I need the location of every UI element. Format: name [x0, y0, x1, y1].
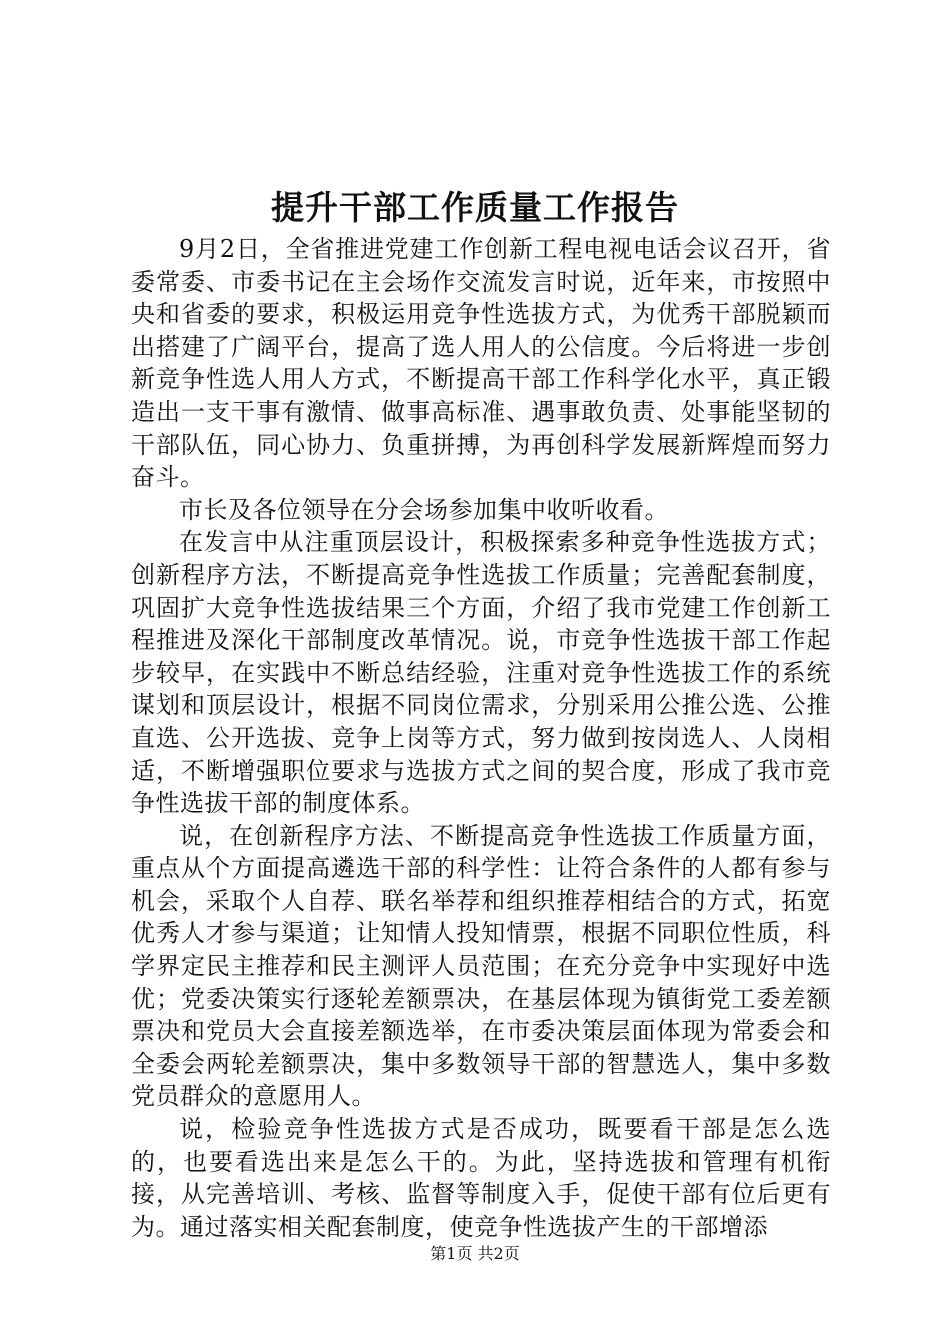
page-footer: 第1页 共2页: [430, 1244, 520, 1263]
paragraph: 市长及各位领导在分会场参加集中收听收看。: [179, 495, 669, 524]
document-body: [131, 233, 831, 1243]
paragraph: 说，在创新程序方法、不断提高竞争性选拔工作质量方面，重点从个方面提高遴选干部的科学性：让符合条件的人都有参与机会，采取个人自荐、联名举荐和组织推荐相结合的方式，拓宽优秀人才参与渠道；让知情人投知情票，根据不同职位性质，科学界定民主推荐和民主测评人员范围；在充分竞争中实现好中选优；党委决策实行逐轮差额票决，在基层体现为镇街党工委差额票决和党员大会直接差额选举，在市委决策层面体现为常委会和全委会两轮差额票决，集中多数领导干部的智慧选人，集中多数党员群众的意愿用人。: [131, 821, 831, 1111]
document-title: 提升干部工作质量工作报告: [271, 188, 679, 227]
paragraph: 在发言中从注重顶层设计，积极探索多种竞争性选拔方式；创新程序方法，不断提高竞争性选拔工作质量；完善配套制度，巩固扩大竞争性选拔结果三个方面，介绍了我市党建工作创新工程推进及深化干部制度改革情况。说，市竞争性选拔干部工作起步较早，在实践中不断总结经验，注重对竞争性选拔工作的系统谋划和顶层设计，根据不同岗位需求，分别采用公推公选、公推直选、公开选拔、竞争上岗等方式，努力做到按岗选人、人岗相适，不断增强职位要求与选拔方式之间的契合度，形成了我市竞争性选拔干部的制度体系。: [131, 528, 831, 818]
paragraph: 说，检验竞争性选拔方式是否成功，既要看干部是怎么选的，也要看选出来是怎么干的。为此，坚持选拔和管理有机衔接，从完善培训、考核、监督等制度入手，促使干部有位后更有为。通过落实相关配套制度，使竞争性选拔产生的干部增添: [131, 1115, 831, 1241]
paragraph: 9月2日，全省推进党建工作创新工程电视电话会议召开，省委常委、市委书记在主会场作交流发言时说，近年来，市按照中央和省委的要求，积极运用竞争性选拔方式，为优秀干部脱颖而出搭建了广阔平台，提高了选人用人的公信度。今后将进一步创新竞争性选人用人方式，不断提高干部工作科学化水平，真正锻造出一支干事有激情、做事高标准、遇事敢负责、处事能坚韧的干部队伍，同心协力、负重拼搏，为再创科学发展新辉煌而努力奋斗。: [131, 235, 831, 492]
